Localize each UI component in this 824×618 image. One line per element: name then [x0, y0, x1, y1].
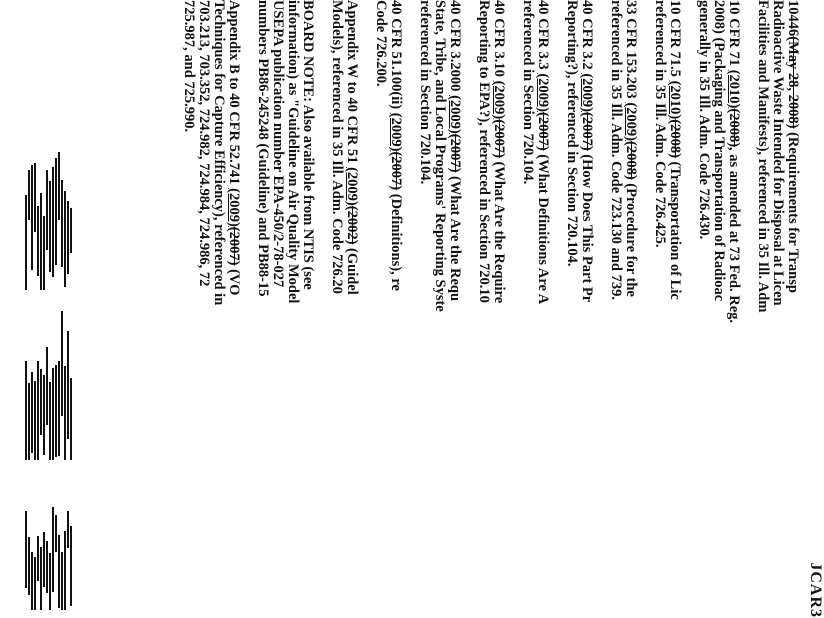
- cite-text: 10 CFR 71.5: [667, 0, 683, 81]
- citation-40cfr51-100: [373, 0, 403, 618]
- cite-new-year: (2010): [726, 69, 742, 109]
- scan-artifact-line: [37, 536, 39, 581]
- citation-40cfr3-10: [476, 0, 506, 618]
- citation-40cfr3-3: [520, 0, 550, 618]
- cite-old-year: (2008): [726, 108, 742, 148]
- note-text: USEPA publication number EPA-450/2-78-027: [270, 0, 286, 288]
- fragment-line2: Radioactive Waste Intended for Disposal at Licen: [770, 0, 786, 306]
- scan-artifact-line: [37, 206, 39, 276]
- scan-artifact-line: [49, 181, 51, 272]
- cite-text: Techniques for Capture Efficiency), referenced in: [211, 0, 227, 306]
- cite-text: Models), referenced in 35 Ill. Adm. Code 726.20: [329, 0, 345, 294]
- cite-old-year: (2007): [388, 151, 404, 191]
- scan-artifact-line: [43, 375, 45, 455]
- citation-appendix-b: [181, 0, 241, 618]
- cite-text: 40 CFR 3.3: [535, 0, 551, 74]
- scan-artifact-line: [46, 347, 48, 425]
- scan-artifact-line: [64, 191, 66, 287]
- scan-artifact-line: [49, 553, 51, 610]
- scan-artifact-line: [67, 331, 69, 439]
- scan-artifact-line: [25, 511, 27, 588]
- scan-artifact-line: [61, 180, 63, 267]
- scan-artifact-line: [61, 552, 63, 610]
- scan-artifact-middle: [25, 310, 85, 460]
- scan-artifact-line: [70, 378, 72, 460]
- cite-text: 40 CFR 3.2: [579, 0, 595, 74]
- scan-artifact-line: [40, 193, 42, 290]
- cite-text: 703.213, 703.352, 724.982, 724.984, 724.986, 72: [196, 0, 212, 287]
- scan-artifact-line: [52, 368, 54, 460]
- cite-text: (What Are the Require: [491, 157, 507, 304]
- cite-new-year: (2010): [667, 80, 683, 120]
- scan-artifact-bottom: [25, 505, 85, 610]
- cite-new-year: (2009): [579, 73, 595, 112]
- cite-text: (What Definitions Are A: [535, 150, 551, 305]
- scan-artifact-line: [52, 167, 54, 277]
- cite-text: (Transportation of Lic: [667, 157, 683, 300]
- scan-artifact-line: [58, 361, 60, 456]
- cite-text: Reporting to EPA?), referenced in Section 720.10: [476, 0, 492, 303]
- cite-old-year: (2002): [344, 205, 360, 245]
- cite-old-year: (2007): [491, 119, 507, 158]
- fragment-number: 10446: [785, 0, 801, 37]
- cite-text: 725.987, and 725.990.: [181, 0, 197, 133]
- scan-artifact-line: [40, 547, 42, 610]
- cite-text: , as amended at 73 Fed. Reg.: [726, 147, 742, 324]
- citation-33cfr153: [608, 0, 638, 618]
- cite-new-year: (2009): [447, 95, 463, 134]
- scan-artifact-line: [31, 372, 33, 453]
- cite-new-year: (2009): [623, 102, 639, 141]
- citation-40cfr3-2: [564, 0, 594, 618]
- scan-artifact-line: [58, 535, 60, 608]
- cite-old-year: (2008): [623, 140, 639, 180]
- note-text: BOARD NOTE: Also available from NTIS (see: [300, 0, 316, 290]
- cite-text: (Guidel: [344, 244, 360, 295]
- cite-text: 2008): [711, 0, 727, 34]
- cite-text: Appendix W to 40 CFR 51: [344, 0, 360, 168]
- scan-artifact-line: [64, 366, 66, 460]
- scan-artifact-line: [55, 515, 57, 552]
- scan-artifact-line: [64, 531, 66, 610]
- scan-artifact-line: [55, 365, 57, 457]
- fragment-line3: Facilities and Manifests), referenced in 35 Ill. Adm: [755, 0, 771, 313]
- scan-artifact-line: [46, 170, 48, 250]
- cite-text: (Definitions), re: [388, 190, 404, 291]
- citation-top-fragment: [755, 0, 800, 618]
- cite-new-year: (2009): [344, 167, 360, 206]
- cite-text: Appendix B to 40 CFR 52.741: [226, 0, 242, 189]
- scan-artifact-line: [34, 381, 36, 460]
- cite-text: 40 CFR 51.100(ii): [388, 0, 404, 113]
- cite-old-year: (2008): [667, 119, 683, 158]
- cite-text: referenced in Section 720.104.: [417, 0, 433, 185]
- citation-appendix-w: [329, 0, 359, 618]
- scan-artifact-line: [52, 507, 54, 592]
- cite-text: Reporting?), referenced in Section 720.104.: [564, 0, 580, 267]
- scan-artifact-line: [28, 537, 30, 595]
- scan-artifact-line: [31, 552, 33, 610]
- cite-text: generally in 35 Ill. Adm. Code 726.430.: [696, 0, 712, 240]
- scan-artifact-line: [28, 170, 30, 220]
- scan-artifact-line: [61, 311, 63, 416]
- citation-10cfr71: [696, 0, 741, 618]
- cite-new-year: (2009): [226, 188, 242, 227]
- cite-text: (What Are the Requ: [447, 172, 463, 302]
- cite-new-year: (2009): [491, 80, 507, 120]
- cite-old-year: (2007): [535, 111, 551, 151]
- cite-text: (Packaging and Transportation of Radioac: [711, 33, 727, 302]
- scan-artifact-line: [70, 208, 72, 253]
- cite-new-year: (2009): [388, 112, 404, 152]
- scan-artifact-line: [34, 557, 36, 610]
- scan-artifact-line: [67, 511, 69, 548]
- cite-text: 40 CFR 3.10: [491, 0, 507, 81]
- cite-text: (Procedure for the: [623, 179, 639, 297]
- cite-old-year: (2007): [226, 226, 242, 266]
- scan-artifact-line: [46, 541, 48, 593]
- cite-text: referenced in 35 Ill. Adm. Code 723.130 and 739.: [608, 0, 624, 300]
- cite-text: State, Tribe, and Local Programs' Reporting Syste: [432, 0, 448, 312]
- fragment-struck-date: (May 28, 2008): [785, 36, 801, 129]
- scan-artifact-line: [55, 158, 57, 265]
- scan-artifact-line: [25, 361, 27, 460]
- document-body: [167, 0, 800, 618]
- cite-old-year: (2007): [447, 133, 463, 173]
- cite-text: (VO: [226, 265, 242, 296]
- cite-text: referenced in Section 720.104.: [520, 0, 536, 185]
- cite-text: referenced in 35 Ill. Adm. Code 726.425.: [652, 0, 668, 248]
- cite-text: 40 CFR 3.2000: [447, 0, 463, 96]
- rotated-document-page: [181, 0, 824, 618]
- scan-artifact-line: [28, 383, 30, 460]
- scan-artifact-line: [43, 216, 45, 290]
- scan-artifact-line: [37, 361, 39, 460]
- cite-old-year: (2007): [579, 111, 595, 151]
- scan-artifact-line: [31, 165, 33, 270]
- cite-text: (How Does This Part Pr: [579, 150, 595, 303]
- citation-10cfr71-5: [652, 0, 682, 618]
- fragment-title: (Requirements for Transp: [785, 128, 801, 293]
- citation-40cfr3-2000: [417, 0, 462, 618]
- scan-artifact-line: [70, 526, 72, 606]
- header-code: JCAR3: [807, 562, 824, 618]
- board-note: [255, 0, 315, 618]
- note-text: numbers PB86-245248 (Guideline) and PB88-15: [255, 0, 271, 297]
- scan-artifact-top: [25, 150, 85, 290]
- scan-artifact-line: [49, 382, 51, 460]
- scan-artifact-line: [25, 195, 27, 290]
- cite-text: 10 CFR 71: [726, 0, 742, 70]
- scan-artifact-line: [40, 369, 42, 435]
- scan-artifact-line: [58, 152, 60, 220]
- cite-text: Code 726.200.: [373, 0, 389, 87]
- scan-artifact-line: [67, 201, 69, 274]
- cite-new-year: (2009): [535, 73, 551, 112]
- note-text: information) as "Guideline on Air Quality Model: [285, 0, 301, 304]
- scan-artifact-line: [43, 532, 45, 587]
- scan-artifact-line: [34, 163, 36, 232]
- cite-text: 33 CFR 153.203: [623, 0, 639, 103]
